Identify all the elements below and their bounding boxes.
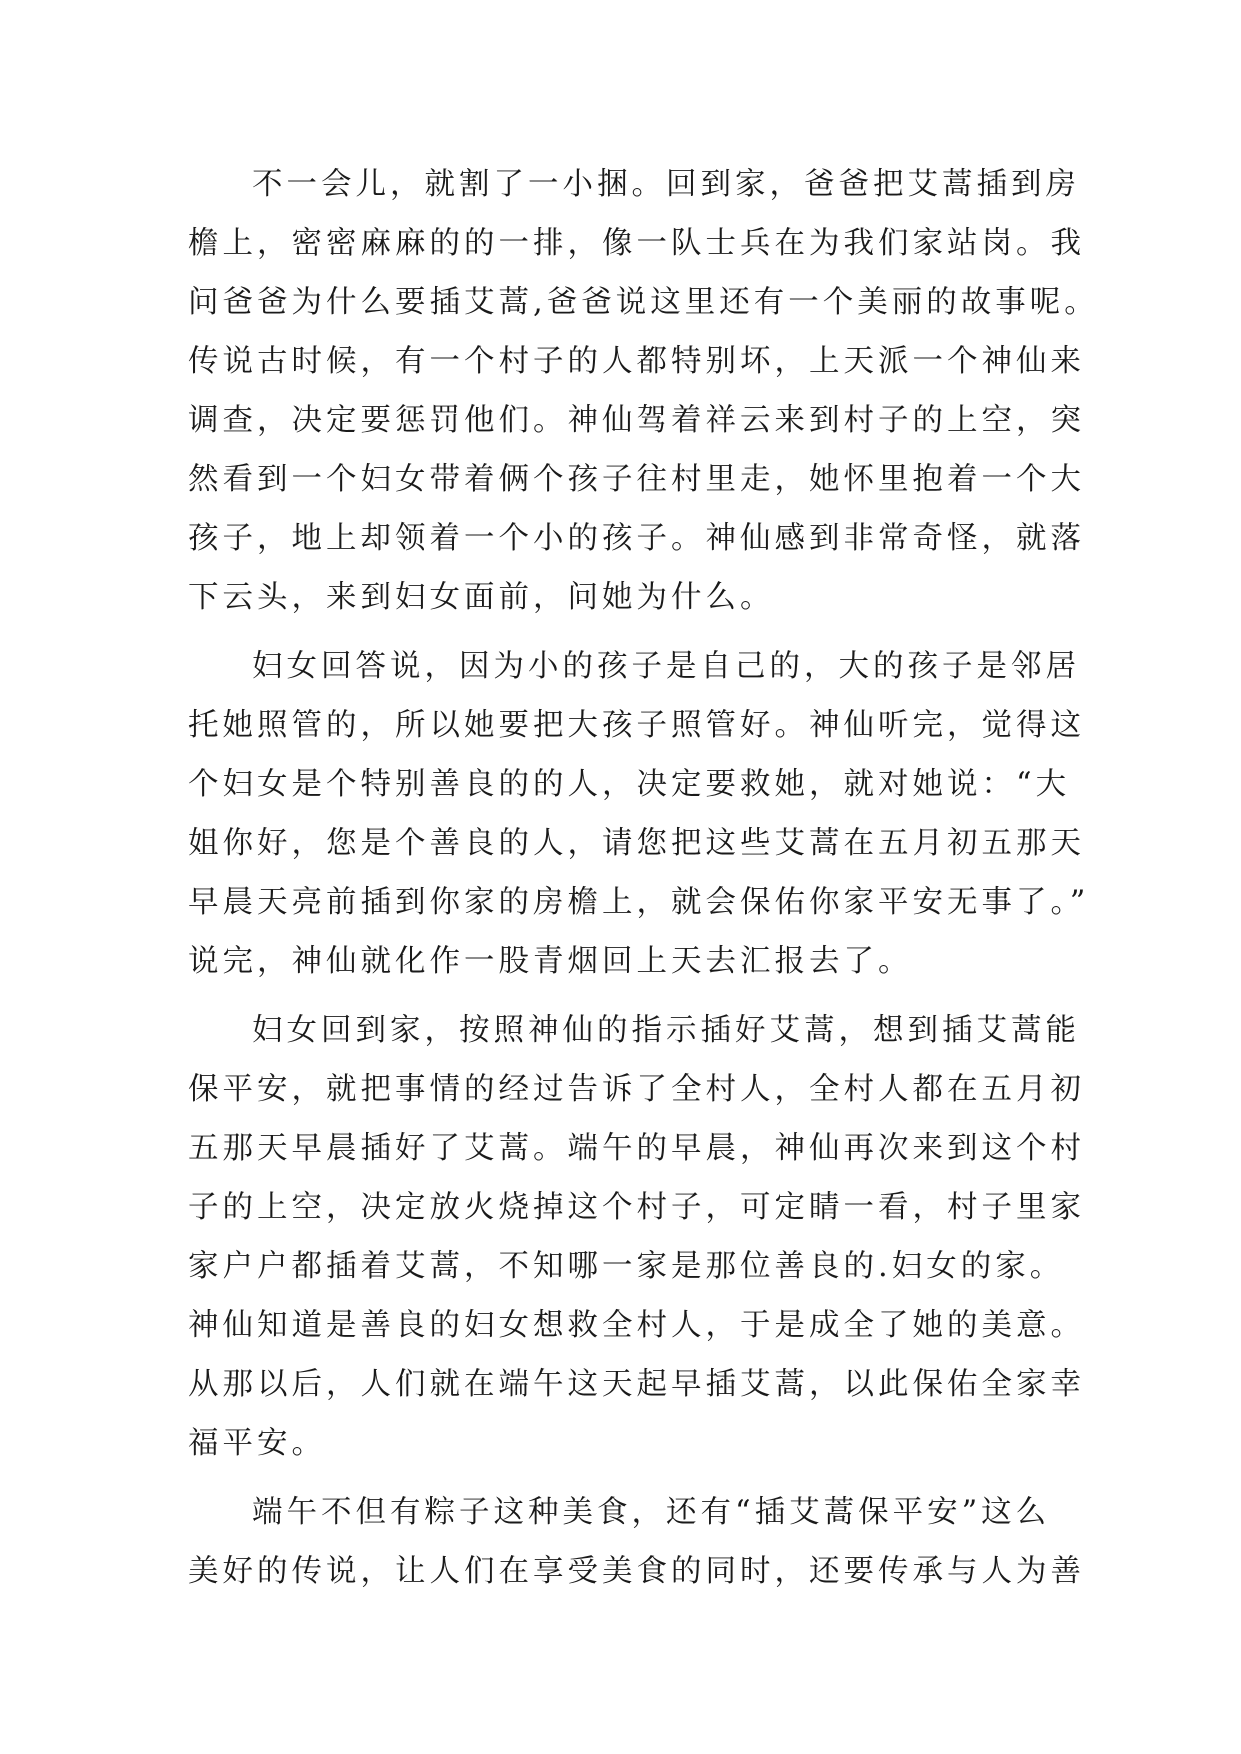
paragraph-1-line-7: 孩子，地上却领着一个小的孩子。神仙感到非常奇怪，就落 — [188, 521, 1085, 556]
paragraph-1-line-5: 调查，决定要惩罚他们。神仙驾着祥云来到村子的上空，突 — [188, 403, 1085, 438]
paragraph-2-line-1: 妇女回答说，因为小的孩子是自己的，大的孩子是邻居 — [252, 649, 1080, 684]
paragraph-3-line-6: 神仙知道是善良的妇女想救全村人，于是成全了她的美意。 — [188, 1308, 1085, 1343]
paragraph-4-line-2: 美好的传说，让人们在享受美食的同时，还要传承与人为善 — [188, 1554, 1085, 1589]
paragraph-2-line-2: 托她照管的，所以她要把大孩子照管好。神仙听完，觉得这 — [188, 708, 1085, 743]
paragraph-4-line-1: 端午不但有粽子这种美食，还有“插艾蒿保平安”这么 — [252, 1495, 1051, 1530]
paragraph-1-line-3: 问爸爸为什么要插艾蒿,爸爸说这里还有一个美丽的故事呢。 — [188, 285, 1099, 320]
paragraph-3-line-5: 家户户都插着艾蒿，不知哪一家是那位善良的.妇女的家。 — [188, 1249, 1065, 1284]
paragraph-1-line-6: 然看到一个妇女带着俩个孩子往村里走，她怀里抱着一个大 — [188, 462, 1085, 497]
paragraph-1-line-1: 不一会儿，就割了一小捆。回到家，爸爸把艾蒿插到房 — [252, 167, 1080, 202]
paragraph-1-line-8: 下云头，来到妇女面前，问她为什么。 — [188, 580, 775, 615]
paragraph-3-line-1: 妇女回到家，按照神仙的指示插好艾蒿，想到插艾蒿能 — [252, 1013, 1080, 1048]
paragraph-3-line-8: 福平安。 — [188, 1426, 326, 1461]
paragraph-1-line-4: 传说古时候，有一个村子的人都特别坏，上天派一个神仙来 — [188, 344, 1085, 379]
paragraph-2-line-4: 姐你好，您是个善良的人，请您把这些艾蒿在五月初五那天 — [188, 826, 1085, 861]
paragraph-2-line-5: 早晨天亮前插到你家的房檐上，就会保佑你家平安无事了。” — [188, 885, 1090, 920]
paragraph-2-line-3: 个妇女是个特别善良的的人，决定要救她，就对她说：“大 — [188, 767, 1071, 802]
paragraph-3-line-7: 从那以后，人们就在端午这天起早插艾蒿，以此保佑全家幸 — [188, 1367, 1085, 1402]
paragraph-2-line-6: 说完，神仙就化作一股青烟回上天去汇报去了。 — [188, 944, 913, 979]
paragraph-1-line-2: 檐上，密密麻麻的的一排，像一队士兵在为我们家站岗。我 — [188, 226, 1085, 261]
paragraph-3-line-2: 保平安，就把事情的经过告诉了全村人，全村人都在五月初 — [188, 1072, 1085, 1107]
paragraph-3-line-4: 子的上空，决定放火烧掉这个村子，可定睛一看，村子里家 — [188, 1190, 1085, 1225]
body-text — [188, 155, 1099, 1601]
paragraph-3-line-3: 五那天早晨插好了艾蒿。端午的早晨，神仙再次来到这个村 — [188, 1131, 1085, 1166]
